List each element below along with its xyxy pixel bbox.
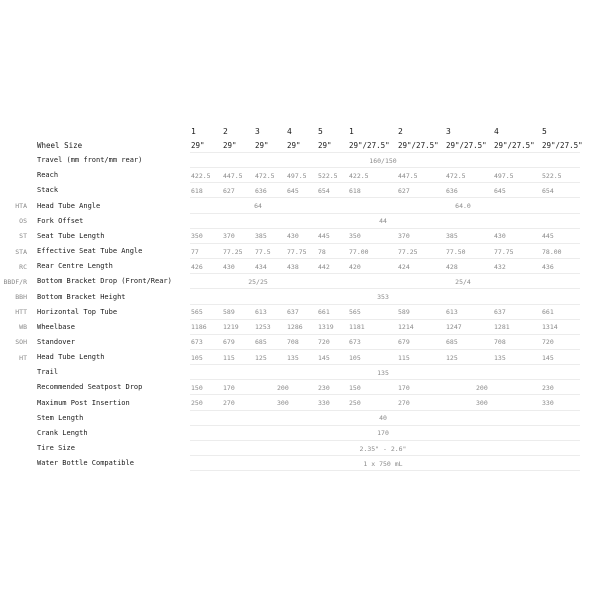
row-value: 77.75 bbox=[287, 247, 307, 256]
row-value: 627 bbox=[223, 186, 235, 195]
row-value-all-sizes: 170 bbox=[377, 429, 389, 438]
size-header: 3 bbox=[446, 127, 451, 136]
row-value: 330 bbox=[318, 399, 330, 408]
row-label: Standover bbox=[37, 337, 75, 346]
row-value-29: 64 bbox=[254, 202, 262, 211]
row-value-mullet: 25/4 bbox=[455, 277, 471, 286]
row-value: 29"/27.5" bbox=[542, 141, 583, 150]
row-value: 447.5 bbox=[223, 171, 243, 180]
row-divider bbox=[190, 394, 580, 395]
row-value: 350 bbox=[349, 232, 361, 241]
row-value: 1281 bbox=[494, 323, 510, 332]
row-value: 29" bbox=[255, 141, 269, 150]
row-value: 422.5 bbox=[349, 171, 369, 180]
row-label: Bottom Bracket Height bbox=[37, 292, 126, 301]
row-value: 522.5 bbox=[542, 171, 562, 180]
row-value: 300 bbox=[476, 399, 488, 408]
row-label: Stem Length bbox=[37, 413, 84, 422]
row-value: 77.25 bbox=[398, 247, 418, 256]
row-value: 200 bbox=[277, 383, 289, 392]
row-label: Travel (mm front/mm rear) bbox=[37, 156, 143, 165]
row-value-mullet: 64.0 bbox=[455, 202, 471, 211]
row-label: Water Bottle Compatible bbox=[37, 459, 134, 468]
row-label: Crank Length bbox=[37, 428, 88, 437]
row-value: 29" bbox=[191, 141, 205, 150]
row-divider bbox=[190, 182, 580, 183]
row-value: 613 bbox=[255, 308, 267, 317]
row-value-all-sizes: 44 bbox=[379, 217, 387, 226]
row-value: 434 bbox=[255, 262, 267, 271]
row-value: 636 bbox=[255, 186, 267, 195]
row-value: 708 bbox=[494, 338, 506, 347]
row-value: 150 bbox=[191, 383, 203, 392]
row-value: 1247 bbox=[446, 323, 462, 332]
row-value-all-sizes: 135 bbox=[377, 368, 389, 377]
row-value: 673 bbox=[191, 338, 203, 347]
size-header: 2 bbox=[223, 127, 228, 136]
row-divider bbox=[190, 152, 580, 153]
row-value: 385 bbox=[446, 232, 458, 241]
row-value: 618 bbox=[349, 186, 361, 195]
row-value: 115 bbox=[398, 353, 410, 362]
row-divider bbox=[190, 243, 580, 244]
row-label: Tire Size bbox=[37, 444, 75, 452]
row-value: 300 bbox=[277, 399, 289, 408]
row-abbreviation: RC bbox=[19, 262, 27, 271]
row-value-all-sizes: 40 bbox=[379, 414, 387, 423]
row-label: Rear Centre Length bbox=[37, 262, 113, 271]
row-value: 105 bbox=[349, 353, 361, 362]
row-divider bbox=[190, 470, 580, 471]
row-value: 145 bbox=[542, 353, 554, 362]
row-value: 250 bbox=[349, 399, 361, 408]
row-abbreviation: ST bbox=[19, 232, 27, 241]
row-value: 661 bbox=[542, 308, 554, 317]
row-value: 29"/27.5" bbox=[446, 141, 487, 150]
row-abbreviation: HT bbox=[19, 353, 27, 362]
row-value: 1219 bbox=[223, 323, 239, 332]
row-value: 29"/27.5" bbox=[398, 141, 439, 150]
row-value: 1181 bbox=[349, 323, 365, 332]
row-label: Reach bbox=[37, 171, 59, 180]
row-label: Maximum Post Insertion bbox=[37, 398, 130, 407]
row-value: 125 bbox=[255, 353, 267, 362]
row-value: 330 bbox=[542, 399, 554, 408]
row-value: 436 bbox=[542, 262, 554, 271]
row-value: 170 bbox=[223, 383, 235, 392]
row-value: 77.25 bbox=[223, 247, 243, 256]
row-value: 29" bbox=[287, 141, 301, 150]
row-divider bbox=[190, 425, 580, 426]
row-value: 645 bbox=[494, 186, 506, 195]
row-divider bbox=[190, 288, 580, 289]
row-value: 29" bbox=[223, 141, 237, 150]
row-value: 673 bbox=[349, 338, 361, 347]
row-value: 1253 bbox=[255, 323, 271, 332]
row-value: 1286 bbox=[287, 323, 303, 332]
row-value: 661 bbox=[318, 308, 330, 317]
row-value: 78 bbox=[318, 247, 326, 256]
row-value: 618 bbox=[191, 186, 203, 195]
row-value: 270 bbox=[398, 399, 410, 408]
row-divider bbox=[190, 364, 580, 365]
row-value: 270 bbox=[223, 399, 235, 408]
row-value: 1186 bbox=[191, 323, 207, 332]
row-value: 135 bbox=[287, 353, 299, 362]
size-header: 5 bbox=[318, 127, 323, 136]
row-value: 497.5 bbox=[494, 171, 514, 180]
row-value: 1319 bbox=[318, 323, 334, 332]
row-value: 685 bbox=[255, 338, 267, 347]
row-value: 385 bbox=[255, 232, 267, 241]
row-value: 350 bbox=[191, 232, 203, 241]
row-value: 422.5 bbox=[191, 171, 211, 180]
row-value: 679 bbox=[398, 338, 410, 347]
row-value: 645 bbox=[287, 186, 299, 195]
row-abbreviation: STA bbox=[15, 247, 27, 256]
row-value: 77.75 bbox=[494, 247, 514, 256]
row-abbreviation: BBH bbox=[15, 293, 27, 301]
row-value: 29"/27.5" bbox=[494, 141, 535, 150]
row-value: 472.5 bbox=[255, 171, 275, 180]
row-label: Head Tube Length bbox=[37, 353, 105, 362]
row-value: 565 bbox=[191, 308, 203, 317]
row-value: 77.00 bbox=[349, 247, 369, 256]
row-value: 522.5 bbox=[318, 171, 338, 180]
row-divider bbox=[190, 167, 580, 168]
row-divider bbox=[190, 440, 580, 441]
size-header: 4 bbox=[494, 127, 499, 136]
row-value: 230 bbox=[318, 383, 330, 392]
size-header: 1 bbox=[191, 127, 196, 136]
row-value: 438 bbox=[287, 262, 299, 271]
row-value-all-sizes: 353 bbox=[377, 293, 389, 301]
row-value: 720 bbox=[542, 338, 554, 347]
row-value: 447.5 bbox=[398, 171, 418, 180]
row-label: Head Tube Angle bbox=[37, 201, 101, 210]
row-divider bbox=[190, 455, 580, 456]
row-abbreviation: OS bbox=[19, 217, 27, 226]
row-value-all-sizes: 160/150 bbox=[369, 156, 397, 165]
row-value: 720 bbox=[318, 338, 330, 347]
row-label: Effective Seat Tube Angle bbox=[37, 247, 143, 256]
row-value: 637 bbox=[287, 308, 299, 317]
row-value: 589 bbox=[398, 308, 410, 317]
row-value: 637 bbox=[494, 308, 506, 317]
row-value: 200 bbox=[476, 383, 488, 392]
row-value: 230 bbox=[542, 383, 554, 392]
row-label: Fork Offset bbox=[37, 216, 84, 225]
row-divider bbox=[190, 319, 580, 320]
row-value: 636 bbox=[446, 186, 458, 195]
row-value: 472.5 bbox=[446, 171, 466, 180]
row-value: 150 bbox=[349, 383, 361, 392]
row-value: 1314 bbox=[542, 323, 558, 332]
row-abbreviation: HTT bbox=[15, 308, 27, 317]
row-divider bbox=[190, 213, 580, 214]
row-divider bbox=[190, 197, 580, 198]
row-value: 708 bbox=[287, 338, 299, 347]
row-label: Horizontal Top Tube bbox=[37, 307, 118, 316]
row-value: 430 bbox=[223, 262, 235, 271]
row-value: 654 bbox=[542, 186, 554, 195]
row-value: 77 bbox=[191, 247, 199, 256]
row-value: 125 bbox=[446, 353, 458, 362]
row-value: 613 bbox=[446, 308, 458, 317]
row-value-all-sizes: 1 x 750 mL bbox=[363, 459, 403, 468]
row-value: 430 bbox=[494, 232, 506, 241]
row-value: 679 bbox=[223, 338, 235, 347]
row-value: 250 bbox=[191, 399, 203, 408]
row-divider bbox=[190, 379, 580, 380]
row-value: 29"/27.5" bbox=[349, 141, 390, 150]
row-value: 565 bbox=[349, 308, 361, 317]
row-value: 115 bbox=[223, 353, 235, 362]
row-value: 78.00 bbox=[542, 247, 562, 256]
size-header: 2 bbox=[398, 127, 403, 136]
row-divider bbox=[190, 304, 580, 305]
row-value: 589 bbox=[223, 308, 235, 317]
row-divider bbox=[190, 228, 580, 229]
row-value: 432 bbox=[494, 262, 506, 271]
size-header: 5 bbox=[542, 127, 547, 136]
row-value: 370 bbox=[398, 232, 410, 241]
row-divider bbox=[190, 258, 580, 259]
row-value: 445 bbox=[542, 232, 554, 241]
row-value: 145 bbox=[318, 353, 330, 362]
row-value: 430 bbox=[287, 232, 299, 241]
row-value: 77.5 bbox=[255, 247, 271, 256]
row-value: 170 bbox=[398, 383, 410, 392]
row-value: 424 bbox=[398, 262, 410, 271]
size-header: 4 bbox=[287, 127, 292, 136]
row-value: 445 bbox=[318, 232, 330, 241]
row-value: 654 bbox=[318, 186, 330, 195]
row-value-all-sizes: 2.35" - 2.6" bbox=[359, 444, 407, 453]
row-value: 497.5 bbox=[287, 171, 307, 180]
size-header: 3 bbox=[255, 127, 260, 136]
row-value: 1214 bbox=[398, 323, 414, 332]
row-label: Bottom Bracket Drop (Front/Rear) bbox=[37, 277, 172, 286]
row-value: 77.50 bbox=[446, 247, 466, 256]
row-divider bbox=[190, 334, 580, 335]
row-label: Seat Tube Length bbox=[37, 231, 105, 240]
row-value-29: 25/25 bbox=[248, 277, 268, 286]
row-divider bbox=[190, 273, 580, 274]
row-label: Trail bbox=[37, 368, 59, 377]
row-label: Wheelbase bbox=[37, 322, 75, 331]
size-header: 1 bbox=[349, 127, 354, 136]
row-divider bbox=[190, 349, 580, 350]
row-value: 442 bbox=[318, 262, 330, 271]
row-value: 420 bbox=[349, 262, 361, 271]
row-value: 426 bbox=[191, 262, 203, 271]
row-value: 29" bbox=[318, 141, 332, 150]
row-abbreviation: BBDF/R bbox=[3, 277, 27, 286]
row-abbreviation: SOH bbox=[15, 338, 27, 347]
row-label: Recommended Seatpost Drop bbox=[37, 383, 143, 392]
row-abbreviation: WB bbox=[19, 323, 27, 332]
row-divider bbox=[190, 410, 580, 411]
row-value: 428 bbox=[446, 262, 458, 271]
row-value: 627 bbox=[398, 186, 410, 195]
row-label: Stack bbox=[37, 186, 59, 195]
row-abbreviation: HTA bbox=[15, 202, 27, 211]
row-label: Wheel Size bbox=[37, 141, 83, 150]
row-value: 685 bbox=[446, 338, 458, 347]
row-value: 105 bbox=[191, 353, 203, 362]
row-value: 135 bbox=[494, 353, 506, 362]
row-value: 370 bbox=[223, 232, 235, 241]
